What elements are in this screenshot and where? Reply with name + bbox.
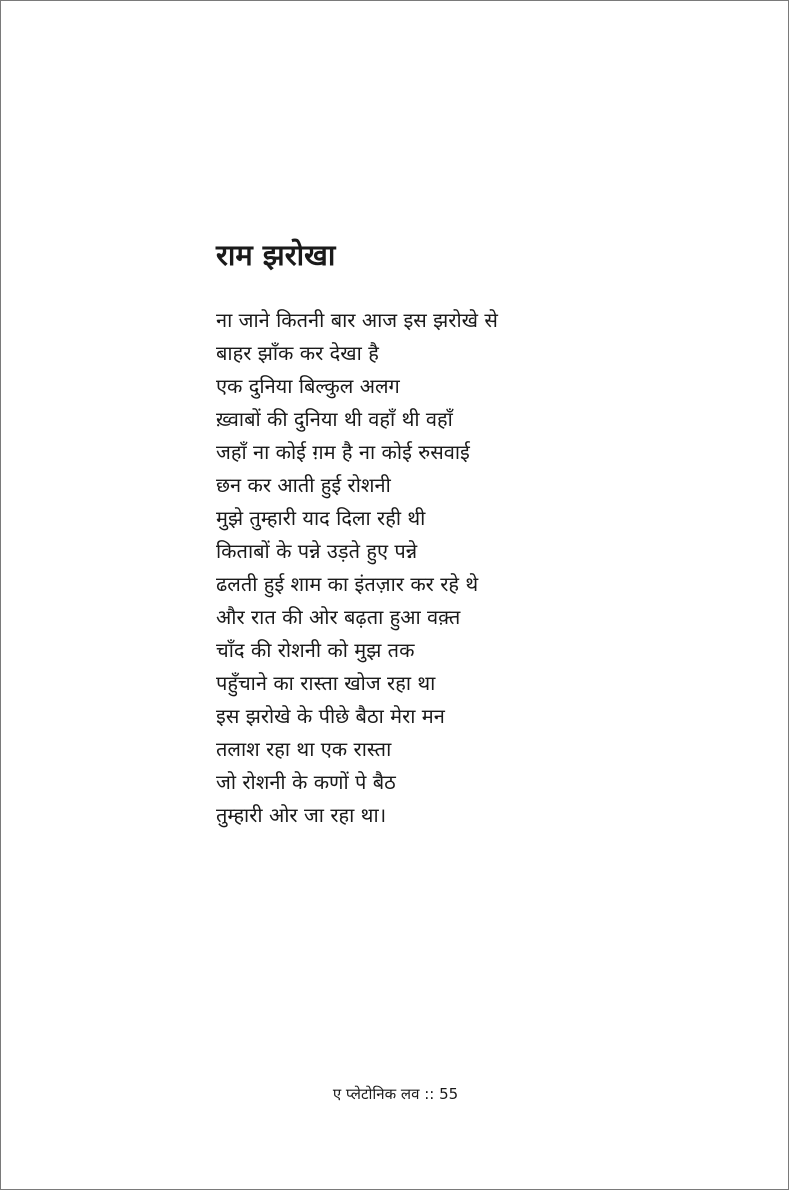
poem-line: तलाश रहा था एक रास्ता xyxy=(216,737,392,761)
poem-line: ना जाने कितनी बार आज इस झरोखे से xyxy=(216,308,498,332)
poem-line: पहुँचाने का रास्ता खोज रहा था xyxy=(216,671,436,695)
poem-line: तुम्हारी ओर जा रहा था। xyxy=(216,803,387,827)
page-number: 55 xyxy=(439,1085,459,1103)
poem-line: एक दुनिया बिल्कुल अलग xyxy=(216,374,400,398)
poem-line: बाहर झाँक कर देखा है xyxy=(216,341,379,365)
page-footer xyxy=(1,1079,789,1109)
poem-line: और रात की ओर बढ़ता हुआ वक़्त xyxy=(216,605,461,629)
poem-title: राम झरोखा xyxy=(216,238,336,272)
poem-line: ढलती हुई शाम का इंतज़ार कर रहे थे xyxy=(216,572,479,596)
poem-line: चाँद की रोशनी को मुझ तक xyxy=(216,638,415,662)
poem-body xyxy=(216,304,498,832)
poem-line: मुझे तुम्हारी याद दिला रही थी xyxy=(216,506,426,530)
poem-line: इस झरोखे के पीछे बैठा मेरा मन xyxy=(216,704,445,728)
poem-line: किताबों के पन्ने उड़ते हुए पन्ने xyxy=(216,539,418,563)
footer-separator: :: xyxy=(424,1085,435,1103)
footer-book-title: ए प्लेटोनिक लव xyxy=(332,1085,420,1103)
poem-line: जो रोशनी के कणों पे बैठ xyxy=(216,770,396,794)
poem-line: छन कर आती हुई रोशनी xyxy=(216,473,391,497)
poem-line: ख़्वाबों की दुनिया थी वहाँ थी वहाँ xyxy=(216,407,453,431)
poem-line: जहाँ ना कोई ग़म है ना कोई रुसवाई xyxy=(216,440,470,464)
